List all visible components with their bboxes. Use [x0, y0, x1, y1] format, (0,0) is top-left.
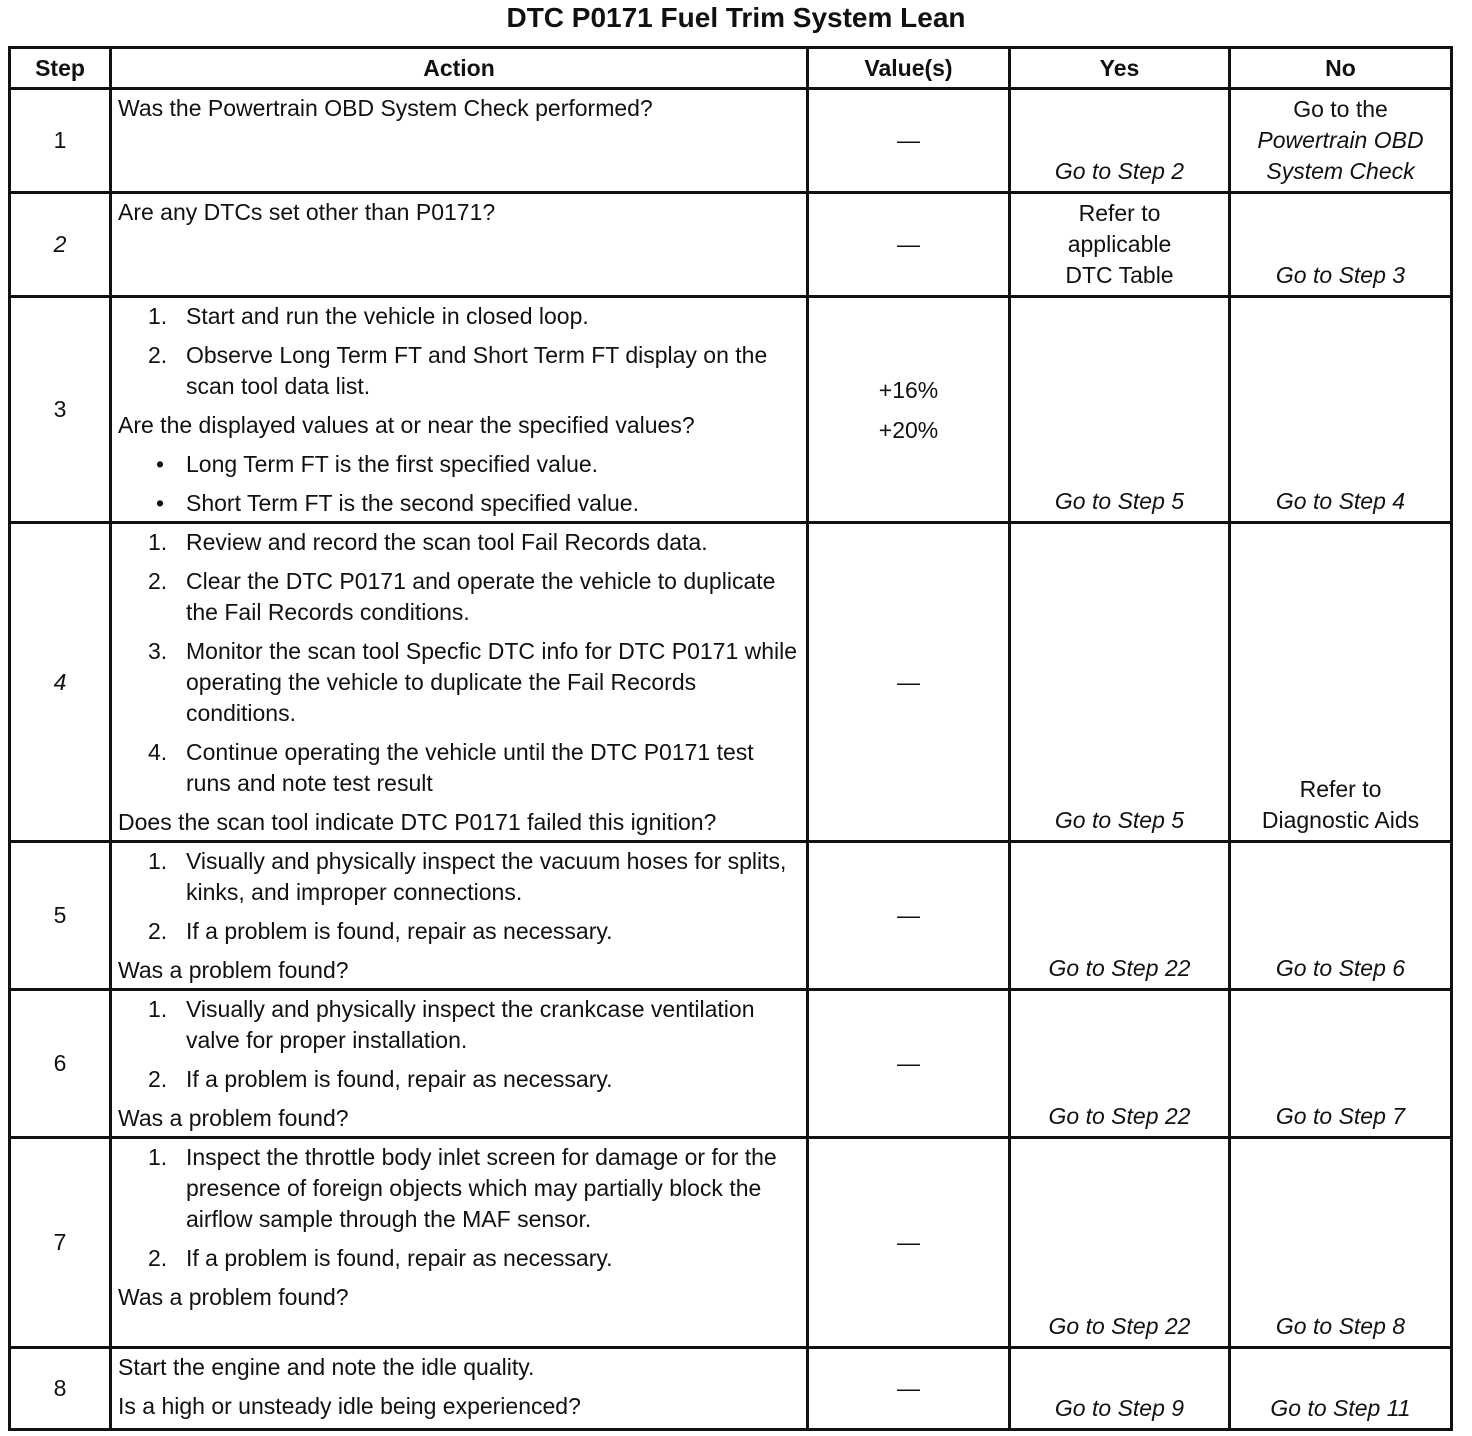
no-cell: Go to Step 4 — [1230, 297, 1452, 523]
action-item: 3. Monitor the scan tool Specfic DTC info for DTC P0171 while operating the vehicle to duplicate the Fail Records conditions. — [148, 638, 798, 726]
action-item: 4. Continue operating the vehicle until the DTC P0171 test runs and note test result — [148, 739, 754, 796]
yes-cell: Go to Step 22 — [1010, 990, 1230, 1138]
action-cell — [111, 1348, 808, 1430]
yes-cell: Go to Step 22 — [1010, 1138, 1230, 1348]
action-question: Is a high or unsteady idle being experienced? — [118, 1393, 581, 1419]
action-bullet: • Long Term FT is the first specified value. — [156, 451, 599, 477]
yes-cell: Go to Step 9 — [1010, 1348, 1230, 1430]
value-cell: — — [808, 89, 1010, 193]
action-cell — [111, 1138, 808, 1348]
table-row — [10, 1348, 1452, 1430]
step-number: 7 — [10, 1138, 111, 1348]
table-row — [10, 990, 1452, 1138]
action-question: Was the Powertrain OBD System Check performed? — [118, 95, 653, 121]
header-values: Value(s) — [808, 48, 1010, 89]
value-long-term: +16% — [878, 376, 939, 403]
action-cell — [111, 523, 808, 842]
no-line: Go to the — [1293, 96, 1388, 122]
yes-line: DTC Table — [1065, 262, 1174, 288]
action-line: Start the engine and note the idle quality. — [118, 1354, 535, 1380]
value-short-term: +20% — [878, 416, 939, 443]
step-number: 1 — [10, 89, 111, 193]
value-cell: — — [808, 1138, 1010, 1348]
action-item: 1. Start and run the vehicle in closed loop. — [148, 303, 589, 329]
action-item: 2. Observe Long Term FT and Short Term FT display on the scan tool data list. — [148, 342, 768, 399]
step-number: 5 — [10, 842, 111, 990]
action-question: Does the scan tool indicate DTC P0171 failed this ignition? — [118, 809, 717, 835]
yes-cell — [1010, 193, 1230, 297]
step-number: 4 — [10, 523, 111, 842]
action-item: 2. If a problem is found, repair as necessary. — [148, 1066, 613, 1092]
yes-cell: Go to Step 2 — [1010, 89, 1230, 193]
step-number: 6 — [10, 990, 111, 1138]
action-item: 1. Visually and physically inspect the vacuum hoses for splits, kinks, and improper connections. — [148, 848, 787, 905]
no-cell: Go to Step 6 — [1230, 842, 1452, 990]
table-row — [10, 193, 1452, 297]
action-cell — [111, 297, 808, 523]
action-cell — [111, 990, 808, 1138]
action-question: Was a problem found? — [118, 957, 349, 983]
yes-line: Refer to — [1078, 200, 1161, 226]
action-item: 2. If a problem is found, repair as necessary. — [148, 1245, 613, 1271]
no-cell — [1230, 89, 1452, 193]
action-question: Are any DTCs set other than P0171? — [118, 199, 496, 225]
value-cell: — — [808, 1348, 1010, 1430]
value-cell: — — [808, 842, 1010, 990]
header-yes: Yes — [1010, 48, 1230, 89]
yes-cell: Go to Step 5 — [1010, 297, 1230, 523]
yes-cell: Go to Step 5 — [1010, 523, 1230, 842]
no-cell — [1230, 523, 1452, 842]
table-row — [10, 523, 1452, 842]
no-cell: Go to Step 8 — [1230, 1138, 1452, 1348]
action-item: 2. Clear the DTC P0171 and operate the vehicle to duplicate the Fail Records conditions. — [148, 568, 776, 625]
table-row — [10, 297, 1452, 523]
action-item: 1. Visually and physically inspect the crankcase ventilation valve for proper installation. — [148, 996, 755, 1053]
action-item: 1. Inspect the throttle body inlet screen for damage or for the presence of foreign objects which may partially block the airflow sample through the MAF sensor. — [148, 1144, 777, 1232]
action-item: 1. Review and record the scan tool Fail Records data. — [148, 529, 708, 555]
yes-cell: Go to Step 22 — [1010, 842, 1230, 990]
no-cell: Go to Step 3 — [1230, 193, 1452, 297]
action-question: Was a problem found? — [118, 1284, 349, 1310]
document-title: DTC P0171 Fuel Trim System Lean — [506, 2, 966, 33]
header-step: Step — [10, 48, 111, 89]
no-line: Refer to — [1299, 776, 1382, 802]
header-row — [10, 48, 1452, 89]
value-cell — [808, 297, 1010, 523]
table-row — [10, 842, 1452, 990]
step-number: 3 — [10, 297, 111, 523]
no-line: System Check — [1266, 158, 1415, 184]
yes-line: applicable — [1067, 231, 1172, 257]
table-row — [10, 89, 1452, 193]
action-cell — [111, 193, 808, 297]
step-number: 2 — [10, 193, 111, 297]
header-no: No — [1230, 48, 1452, 89]
no-cell: Go to Step 11 — [1230, 1348, 1452, 1430]
value-cell: — — [808, 990, 1010, 1138]
diagnostic-table — [8, 46, 1453, 1431]
action-question: Are the displayed values at or near the specified values? — [118, 412, 695, 438]
no-cell: Go to Step 7 — [1230, 990, 1452, 1138]
no-line: Diagnostic Aids — [1261, 807, 1420, 833]
action-item: 2. If a problem is found, repair as necessary. — [148, 918, 613, 944]
action-cell — [111, 89, 808, 193]
action-cell — [111, 842, 808, 990]
no-line: Powertrain OBD — [1257, 127, 1424, 153]
action-bullet: • Short Term FT is the second specified value. — [156, 490, 639, 516]
table-row — [10, 1138, 1452, 1348]
value-cell: — — [808, 193, 1010, 297]
header-action: Action — [111, 48, 808, 89]
action-question: Was a problem found? — [118, 1105, 349, 1131]
value-cell: — — [808, 523, 1010, 842]
step-number: 8 — [10, 1348, 111, 1430]
